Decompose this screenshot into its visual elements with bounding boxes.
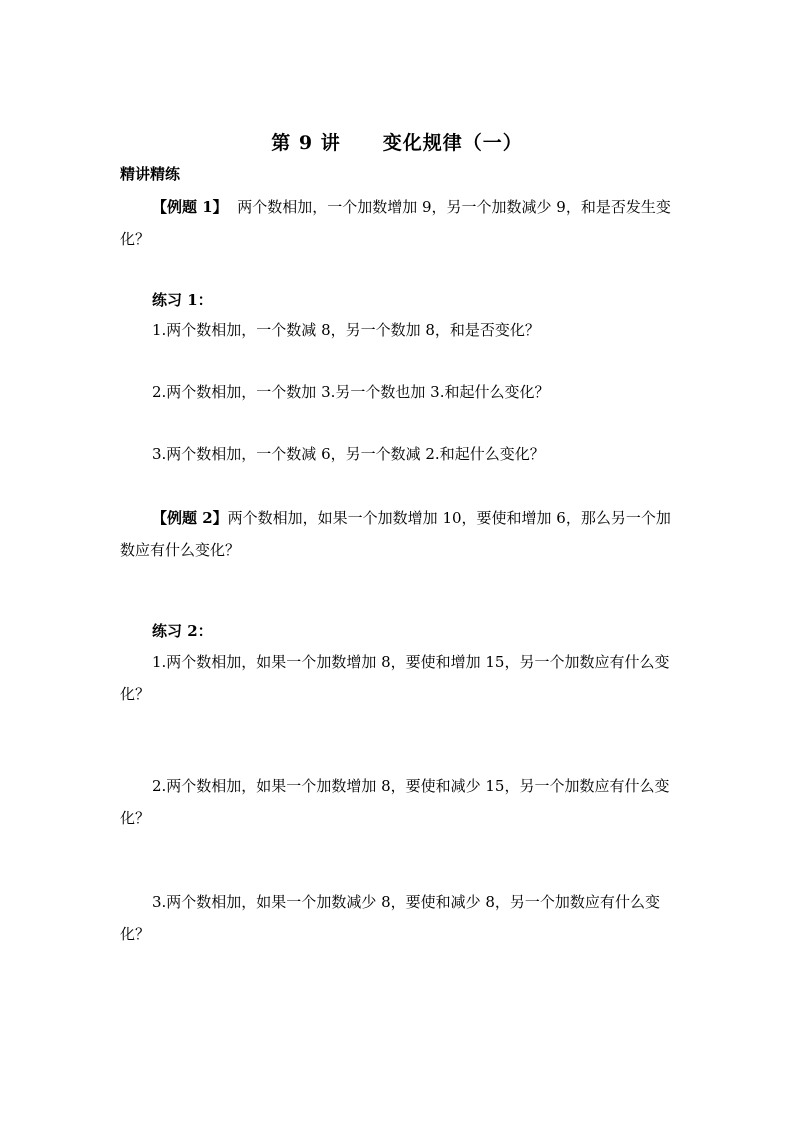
example-1-label: 【例题 1】 [152, 198, 228, 216]
practice-2-item: 2.两个数相加，如果一个加数增加 8，要使和减少 15，另一个加数应有什么变化？ [120, 777, 670, 827]
lecture-number: 第 9 讲 [271, 132, 341, 154]
practice-2-heading: 练习 2： [152, 622, 213, 640]
practice-2-item: 1.两个数相加，如果一个加数增加 8，要使和增加 15，另一个加数应有什么变化？ [120, 653, 670, 703]
example-2-label: 【例题 2】 [152, 509, 228, 527]
section-heading: 精讲精练 [120, 165, 181, 183]
practice-1-item: 1.两个数相加，一个数减 8，另一个数加 8，和是否变化？ [152, 321, 540, 339]
lecture-topic: 变化规律（一） [382, 132, 523, 154]
practice-1-heading: 练习 1： [152, 291, 213, 309]
example-2 [120, 502, 680, 566]
example-1-text: 两个数相加，一个加数增加 9，另一个加数减少 9，和是否发生变化？ [120, 198, 671, 248]
page-title [0, 128, 794, 155]
practice-2-item: 3.两个数相加，如果一个加数减少 8，要使和减少 8，另一个加数应有什么变化？ [120, 893, 660, 943]
practice-1-item: 3.两个数相加，一个数减 6，另一个数减 2.和起什么变化？ [152, 445, 545, 463]
practice-1-item: 2.两个数相加，一个数加 3.另一个数也加 3.和起什么变化？ [152, 383, 550, 401]
example-2-text: 两个数相加，如果一个加数增加 10，要使和增加 6，那么另一个加数应有什么变化？ [120, 509, 671, 559]
example-1 [120, 191, 680, 255]
